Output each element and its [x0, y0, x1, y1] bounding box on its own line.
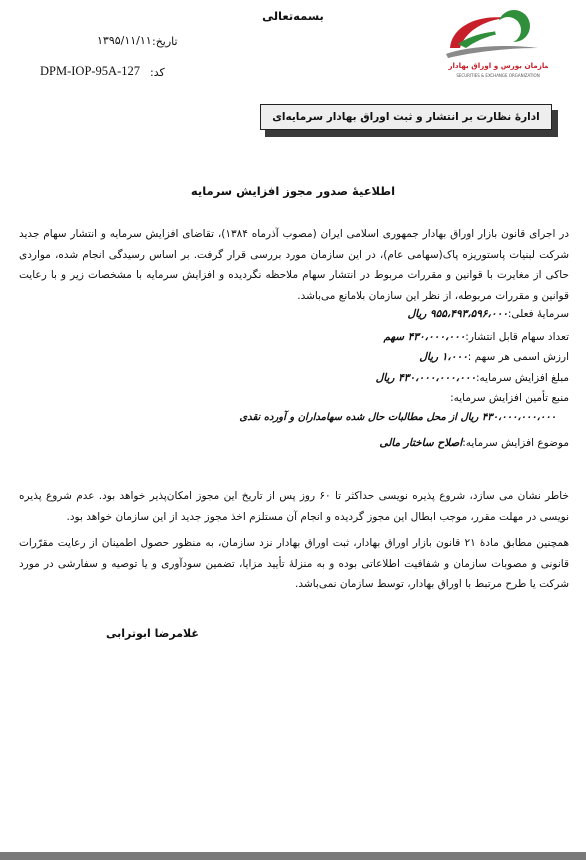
- logo-text-fa: سازمان بورس و اوراق بهادار: [448, 61, 548, 70]
- current-capital-label: سرمایهٔ فعلی:: [507, 308, 569, 320]
- funding-source-value: ۴۳۰،۰۰۰،۰۰۰،۰۰۰ ریال از محل مطالبات حال شده سهامداران و آورده نقدی: [239, 412, 556, 423]
- shares-row: [19, 327, 569, 347]
- shares-label: تعداد سهام قابل انتشار:: [465, 331, 569, 343]
- increase-amount-value: ۴۳۰،۰۰۰،۰۰۰،۰۰۰ ریال: [375, 372, 476, 384]
- logo-text-en: SECURITIES & EXCHANGE ORGANIZATION: [456, 73, 540, 78]
- organization-logo: [438, 4, 548, 82]
- par-value-label: ارزش اسمی هر سهم :: [467, 351, 569, 363]
- department-name: ادارهٔ نظارت بر انتشار و ثبت اوراق بهادار سرمایه‌ای: [272, 111, 540, 123]
- par-value-value: ۱،۰۰۰ ریال: [419, 351, 468, 363]
- date-label: تاریخ:: [152, 35, 178, 48]
- current-capital-row: [19, 304, 569, 324]
- basmala-heading: بسمه‌تعالی: [262, 9, 324, 23]
- current-capital-value: ۹۵۵،۴۹۳،۵۹۶،۰۰۰ ریال: [407, 308, 508, 320]
- purpose-value: اصلاح ساختار مالی: [379, 437, 463, 449]
- notice-title: اطلاعیهٔ صدور مجوز افزایش سرمایه: [190, 184, 396, 198]
- date-value: ۱۳۹۵/۱۱/۱۱: [97, 34, 152, 47]
- notice-paragraph-2: همچنین مطابق مادهٔ ۲۱ قانون بازار اوراق بهادار، ثبت اوراق بهادار نزد سازمان، به منظور حصول اطمینان از رعایت مقرّرات قانونی و مصوبات سازمان و شفافیت اطلاعاتی بوده و به منزلهٔ تأیید مزایا، تضمین سودآوری و یا توصیه و سفارشی در مورد شرکت یا طرح مرتبط با اوراق بهادار، توسط سازمان نمی‌باشد.: [19, 537, 569, 590]
- par-value-row: [19, 347, 569, 367]
- increase-amount-row: [19, 368, 569, 388]
- purpose-label: موضوع افزایش سرمایه:: [462, 437, 569, 449]
- notice-paragraph-1: خاطر نشان می سازد، شروع پذیره نویسی حداکثر تا ۶۰ روز پس از تاریخ این مجوز امکان‌پذیر خواهد بود. عدم شروع پذیره نویسی در مهلت مقرر، موجب ابطال این مجوز گردیده و انجام آن مستلزم اخذ مجوز جدید از این سازمان خواهد بود.: [19, 490, 569, 523]
- increase-amount-label: مبلغ افزایش سرمایه:: [476, 372, 569, 384]
- footer-bar: [0, 852, 586, 860]
- code-label: کد:: [150, 66, 165, 79]
- shares-value: ۴۳۰،۰۰۰،۰۰۰ سهم: [383, 331, 466, 343]
- code-value: DPM-IOP-95A-127: [40, 64, 140, 78]
- signatory-name: غلامرضا ابوترابی: [106, 627, 199, 640]
- purpose-row: [19, 433, 569, 453]
- department-box: [260, 104, 552, 130]
- intro-paragraph: در اجرای قانون بازار اوراق بهادار جمهوری اسلامی ایران (مصوب آذرماه ۱۳۸۴)، تقاضای افزایش سرمایه و انتشار سهام جدید شرکت لبنیات پاستوریزه پاک(سهامی عام)، در این سازمان مورد بررسی قرار گرفت. بر اساس رسیدگی انجام شده، مواردی حاکی از مغایرت با قوانین و مقررات مربوط در انتشار سهام ملاحظه نگردیده و افزایش سرمایه با مشخصات زیر و با رعایت قوانین و مقررات مربوطه، از نظر این سازمان بلامانع می‌باشد.: [19, 228, 570, 302]
- funding-source-label: منبع تأمین افزایش سرمایه:: [450, 392, 569, 404]
